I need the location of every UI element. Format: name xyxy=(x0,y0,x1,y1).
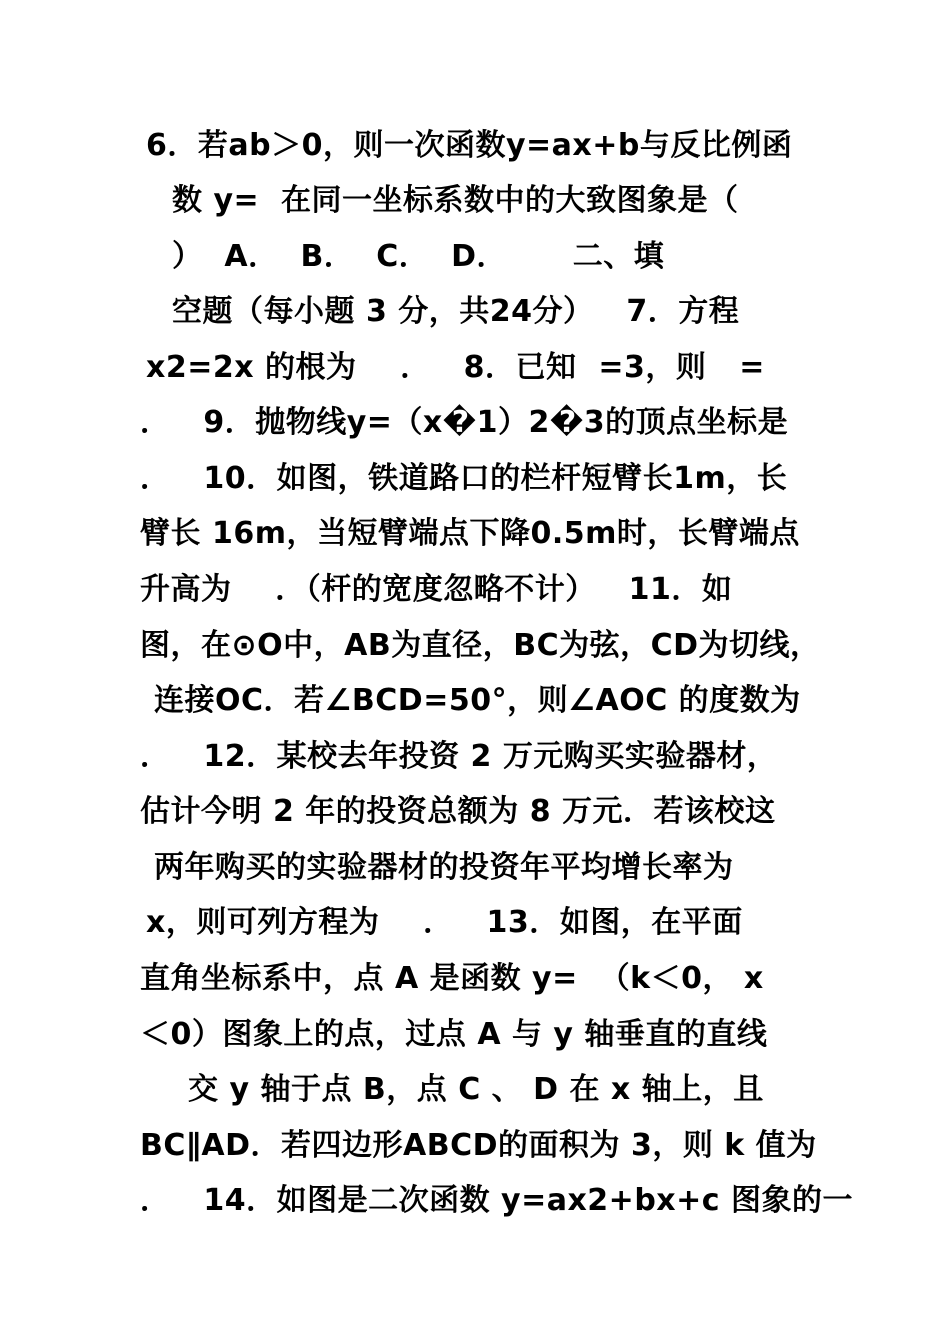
text-line: 估计今明 2 年的投资总额为 8 万元．若该校这 xyxy=(140,794,776,829)
text-line: ． 12．某校去年投资 2 万元购买实验器材， xyxy=(140,739,778,774)
text-line: 交 y 轴于点 B，点 C 、 D 在 x 轴上，且 xyxy=(188,1072,764,1107)
text-line: 图，在⊙O中，AB为直径，BC为弦，CD为切线， xyxy=(140,628,821,663)
text-line: ． 9．抛物线y=（x�1）2�3的顶点坐标是 xyxy=(140,405,789,440)
text-line: ． 10．如图，铁道路口的栏杆短臂长1m，长 xyxy=(140,461,788,496)
text-line: 数 y= 在同一坐标系数中的大致图象是（ xyxy=(172,183,739,218)
text-line: 连接OC．若∠BCD=50°，则∠AOC 的度数为 xyxy=(154,683,801,718)
text-line: 臂长 16m，当短臂端点下降0.5m时，长臂端点 xyxy=(140,516,800,551)
text-line: ＜0）图象上的点，过点 A 与 y 轴垂直的直线 xyxy=(140,1017,768,1052)
text-line: 升高为 ．（杆的宽度忽略不计） 11．如 xyxy=(140,572,733,607)
text-line: x，则可列方程为 ． 13．如图，在平面 xyxy=(146,905,743,940)
text-line: BC∥AD．若四边形ABCD的面积为 3，则 k 值为 xyxy=(140,1128,817,1163)
text-line: x2=2x 的根为 ． 8．已知 =3，则 = xyxy=(146,350,765,385)
text-line: 两年购买的实验器材的投资年平均增长率为 xyxy=(154,850,734,885)
text-line: ） A． B． C． D． 二、填 xyxy=(172,239,665,274)
text-line: 直角坐标系中，点 A 是函数 y= （k＜0， x xyxy=(140,961,764,996)
text-line: ． 14．如图是二次函数 y=ax2+bx+c 图象的一 xyxy=(140,1183,854,1218)
text-line: 空题（每小题 3 分，共24分） 7．方程 xyxy=(172,294,740,329)
text-line: 6．若ab＞0，则一次函数y=ax+b与反比例函 xyxy=(146,128,793,163)
